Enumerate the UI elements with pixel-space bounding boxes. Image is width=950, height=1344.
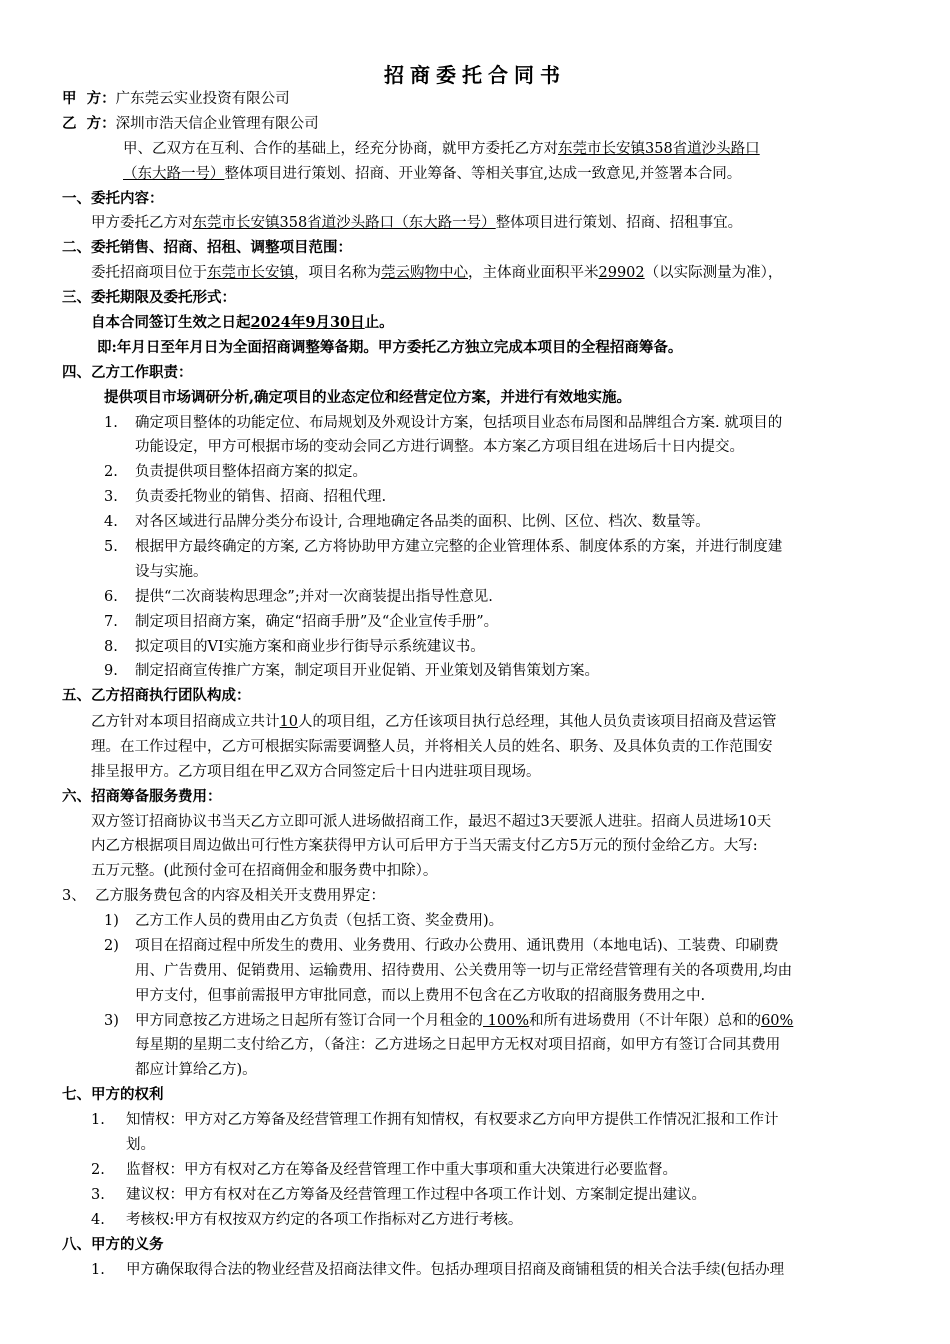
- list-number: 3): [104, 1013, 119, 1029]
- list-text: 提供“二次商装构思理念”;并对一次商装提出指导性意见.: [135, 589, 493, 605]
- s2-text-3: ，主体商业面积平米: [468, 265, 599, 281]
- list-text: 划。: [126, 1137, 155, 1153]
- s1-text-end: 整体项目进行策划、招商、招租事宜。: [495, 215, 743, 231]
- list-text: 设与实施。: [135, 564, 208, 580]
- party-b-name: 深圳市浩天信企业管理有限公司: [115, 116, 319, 132]
- list-text: 制定项目招商方案，确定“招商手册”及“企业宣传手册”。: [135, 614, 499, 630]
- section-5-line-2: 理。在工作过程中，乙方可根据实际需要调整人员，并将相关人员的姓名、职务、及具体负责的工作范围安: [91, 739, 773, 755]
- section-4-heading: 四、乙方工作职责：: [62, 364, 193, 381]
- list-text: 知情权：甲方对乙方筹备及经营管理工作拥有知情权，有权要求乙方向甲方提供工作情况汇报和工作计: [126, 1112, 779, 1128]
- section-8-heading: 八、甲方的义务: [62, 1236, 164, 1253]
- s5-text-end: 人的项目组，乙方任该项目执行总经理，其他人员负责该项目招商及营运管: [297, 714, 777, 730]
- list-number: 3.: [104, 489, 118, 505]
- section-2-body: [91, 263, 782, 283]
- intro-line-2: [123, 164, 741, 184]
- s3-text-end: 止。: [364, 314, 394, 331]
- list-text: 每星期的星期二支付给乙方，（备注：乙方进场之日起甲方无权对项目招商，如甲方有签订合同其费用: [135, 1037, 781, 1053]
- section-6-subheading: 3、 乙方服务费包含的内容及相关开支费用界定：: [62, 888, 385, 904]
- list-number: 2.: [104, 464, 118, 480]
- s2-area: 29902: [598, 265, 645, 281]
- list-text: 拟定项目的VI实施方案和商业步行街导示系统建议书。: [135, 639, 485, 655]
- section-5-line-3: 排呈报甲方。乙方项目组在甲乙双方合同签定后十日内进驻项目现场。: [91, 764, 541, 780]
- s2-text-4: （以实际测量为准），: [644, 265, 783, 281]
- party-b-line: [62, 114, 319, 134]
- list-text: 乙方工作人员的费用由乙方负责（包括工资、奖金费用)。: [135, 913, 504, 929]
- list-number: 1): [104, 913, 119, 929]
- s1-address: 东莞市长安镇358省道沙头路口（东大路一号）: [192, 215, 496, 231]
- fee-text-2: 和所有进场费用（不计年限）总和的: [529, 1013, 762, 1029]
- section-5-line-1: [91, 712, 776, 732]
- list-text: 甲方支付，但事前需报甲方审批同意，而以上费用不包含在乙方收取的招商服务费用之中.: [135, 988, 706, 1004]
- fee-text: 甲方同意按乙方进场之日起所有签订合同一个月租金的: [135, 1013, 483, 1029]
- s5-team-size: 10: [279, 714, 298, 730]
- list-number: 1.: [104, 415, 118, 431]
- list-text: 建议权：甲方有权对在乙方筹备及经营管理工作过程中各项工作计划、方案制定提出建议。: [126, 1187, 706, 1203]
- list-number: 4.: [91, 1212, 105, 1228]
- list-number: 4.: [104, 514, 118, 530]
- s1-text: 甲方委托乙方对: [91, 215, 193, 231]
- list-text: 都应计算给乙方)。: [135, 1062, 257, 1078]
- list-text: 负责提供项目整体招商方案的拟定。: [135, 464, 367, 480]
- section-6-line-1: 双方签订招商协议书当天乙方立即可派人进场做招商工作，最迟不超过3天要派人进驻。招商人员进场10天: [91, 814, 772, 830]
- intro-address-cont: （东大路一号）: [123, 166, 225, 182]
- s3-text: 自本合同签订生效之日起: [91, 314, 251, 331]
- section-6-heading: 六、招商筹备服务费用：: [62, 788, 222, 805]
- list-text: 甲方确保取得合法的物业经营及招商法律文件。包括办理项目招商及商铺租赁的相关合法手续(包括办理: [126, 1262, 785, 1278]
- intro-text-cont: 整体项目进行策划、招商、开业筹备、等相关事宜,达成一致意见,并签署本合同。: [224, 166, 742, 182]
- list-number: 6.: [104, 589, 118, 605]
- intro-text: 甲、乙双方在互利、合作的基础上，经充分协商，就甲方委托乙方对: [123, 141, 558, 157]
- document-title: 招商委托合同书: [384, 63, 566, 87]
- section-3-heading: 三、委托期限及委托形式：: [62, 289, 236, 306]
- intro-line-1: [123, 139, 760, 159]
- list-number: 2.: [91, 1162, 105, 1178]
- section-6-line-2: 内乙方根据项目周边做出可行性方案获得甲方认可后甲方于当天需支付乙方5万元的预付金给乙方。大写:: [91, 838, 758, 854]
- list-text: 项目在招商过程中所发生的费用、业务费用、行政办公费用、通讯费用（本地电话)、工装费、印刷费: [135, 938, 779, 954]
- section-1-body: [91, 213, 742, 233]
- party-a-name: 广东莞云实业投资有限公司: [115, 91, 290, 107]
- section-6-line-3: 五万元整。(此预付金可在招商佣金和服务费中扣除）。: [91, 863, 438, 879]
- party-b-label: 乙 方：: [62, 115, 116, 132]
- list-number: 5.: [104, 539, 118, 555]
- section-3-line-2: 即:年月日至年月日为全面招商调整筹备期。甲方委托乙方独立完成本项目的全程招商筹备。: [97, 339, 683, 356]
- intro-address: 东莞市长安镇358省道沙头路口: [558, 141, 760, 157]
- list-text: 用、广告费用、促销费用、运输费用、招待费用、公关费用等一切与正常经营管理有关的各项费用,均由: [135, 963, 793, 979]
- list-number: 9.: [104, 663, 118, 679]
- s3-date: 2024年9月30日: [250, 314, 365, 331]
- section-7-heading: 七、甲方的权利: [62, 1086, 164, 1103]
- s2-text: 委托招商项目位于: [91, 265, 207, 281]
- list-number: 8.: [104, 639, 118, 655]
- s2-text-2: ，项目名称为: [294, 265, 381, 281]
- s5-text: 乙方针对本项目招商成立共计: [91, 714, 280, 730]
- section-1-heading: 一、委托内容：: [62, 190, 164, 207]
- list-text: 功能设定，甲方可根据市场的变动会同乙方进行调整。本方案乙方项目组在进场后十日内提交。: [135, 439, 744, 455]
- fee-rent-percent: 100%: [483, 1013, 530, 1029]
- list-number: 1.: [91, 1262, 105, 1278]
- list-text: 根据甲方最终确定的方案, 乙方将协助甲方建立完整的企业管理体系、制度体系的方案，并进行制度建: [135, 539, 783, 555]
- fee-entry-percent: 60%: [761, 1013, 794, 1029]
- list-text: 对各区域进行品牌分类分布设计, 合理地确定各品类的面积、比例、区位、档次、数量等。: [135, 514, 710, 530]
- section-5-heading: 五、乙方招商执行团队构成：: [62, 687, 251, 704]
- section-4-lead: 提供项目市场调研分析,确定项目的业态定位和经营定位方案，并进行有效地实施。: [104, 389, 632, 406]
- list-text: 考核权:甲方有权按双方约定的各项工作指标对乙方进行考核。: [126, 1212, 523, 1228]
- s2-project-name: 莞云购物中心: [381, 265, 468, 281]
- party-a-line: [62, 89, 290, 109]
- list-number: 2): [104, 938, 119, 954]
- s2-location: 东莞市长安镇: [207, 265, 294, 281]
- party-a-label: 甲 方：: [62, 90, 116, 107]
- list-number: 3.: [91, 1187, 105, 1203]
- list-text: 负责委托物业的销售、招商、招租代理.: [135, 489, 387, 505]
- list-text: 制定招商宣传推广方案，制定项目开业促销、开业策划及销售策划方案。: [135, 663, 599, 679]
- list-text: [135, 1011, 793, 1031]
- list-number: 1.: [91, 1112, 105, 1128]
- list-number: 7.: [104, 614, 118, 630]
- section-2-heading: 二、委托销售、招商、招租、调整项目范围：: [62, 239, 352, 256]
- list-text: 确定项目整体的功能定位、布局规划及外观设计方案，包括项目业态布局图和品牌组合方案. 就项目的: [135, 415, 783, 431]
- section-3-line-1: [91, 313, 394, 333]
- list-text: 监督权：甲方有权对乙方在筹备及经营管理工作中重大事项和重大决策进行必要监督。: [126, 1162, 677, 1178]
